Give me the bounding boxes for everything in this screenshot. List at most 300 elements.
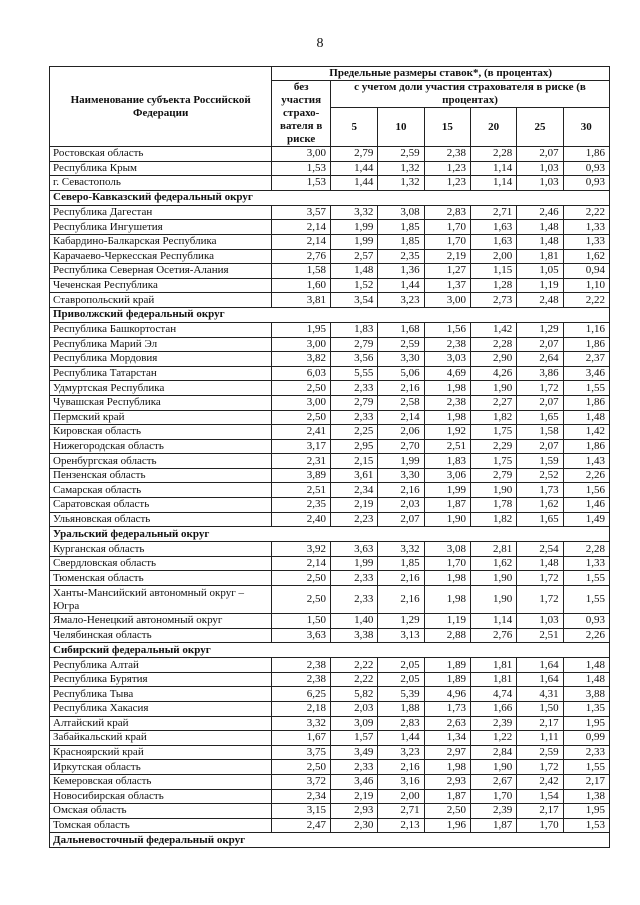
region-name: Кабардино-Балкарская Республика [50,234,272,249]
rate-with-participation: 2,05 [378,672,424,687]
rate-with-participation: 1,38 [563,789,609,804]
header-share-10: 10 [378,108,424,147]
table-row [50,147,610,162]
rate-with-participation: 2,84 [470,745,516,760]
rate-without-participation: 3,92 [272,542,331,557]
rate-with-participation: 1,99 [331,220,378,235]
header-share-30: 30 [563,108,609,147]
rate-with-participation: 2,33 [331,410,378,425]
region-name: Свердловская область [50,556,272,571]
rate-with-participation: 0,93 [563,614,609,629]
rate-with-participation: 2,34 [331,483,378,498]
rate-with-participation: 2,25 [331,425,378,440]
rate-with-participation: 1,66 [470,702,516,717]
region-name: Чувашская Республика [50,395,272,410]
rate-with-participation: 1,85 [378,556,424,571]
rate-with-participation: 1,63 [470,220,516,235]
rate-with-participation: 2,15 [331,454,378,469]
rate-with-participation: 3,86 [517,366,563,381]
rate-with-participation: 1,73 [517,483,563,498]
rate-with-participation: 1,03 [517,614,563,629]
rate-with-participation: 1,78 [470,498,516,513]
rate-without-participation: 3,63 [272,628,331,643]
rate-without-participation: 3,82 [272,352,331,367]
rate-with-participation: 1,62 [470,556,516,571]
table-row [50,161,610,176]
region-name: Ханты-Мансийский автономный округ – Югра [50,586,272,614]
rate-with-participation: 2,93 [331,804,378,819]
table-row [50,395,610,410]
rate-with-participation: 1,55 [563,571,609,586]
rate-with-participation: 1,03 [517,161,563,176]
rate-with-participation: 1,90 [470,760,516,775]
rates-table [49,66,610,848]
rate-with-participation: 1,83 [424,454,470,469]
rate-with-participation: 3,00 [424,293,470,308]
rate-with-participation: 3,54 [331,293,378,308]
region-name: Кемеровская область [50,774,272,789]
rate-with-participation: 1,75 [470,454,516,469]
region-name: Республика Тыва [50,687,272,702]
rate-with-participation: 2,28 [563,542,609,557]
header-share-15: 15 [424,108,470,147]
rate-with-participation: 1,55 [563,760,609,775]
rate-with-participation: 2,59 [517,745,563,760]
rate-with-participation: 1,59 [517,454,563,469]
table-row [50,381,610,396]
rate-with-participation: 3,30 [378,468,424,483]
table-row [50,818,610,833]
region-name: Ставропольский край [50,293,272,308]
rate-with-participation: 1,65 [517,512,563,527]
rate-with-participation: 1,49 [563,512,609,527]
rate-with-participation: 1,64 [517,658,563,673]
rate-with-participation: 0,93 [563,161,609,176]
rate-without-participation: 1,53 [272,161,331,176]
header-rate-limits: Предельные размеры ставок*, (в процентах) [272,67,610,81]
rate-with-participation: 1,70 [470,789,516,804]
rate-with-participation: 2,16 [378,381,424,396]
table-row [50,234,610,249]
region-name: Пензенская область [50,468,272,483]
rate-with-participation: 1,82 [470,512,516,527]
region-name: Ростовская область [50,147,272,162]
rate-with-participation: 3,23 [378,293,424,308]
table-row [50,571,610,586]
rate-with-participation: 1,98 [424,410,470,425]
rate-with-participation: 1,40 [331,614,378,629]
rate-with-participation: 2,29 [470,439,516,454]
rate-with-participation: 1,87 [424,498,470,513]
rate-with-participation: 2,38 [424,337,470,352]
rate-without-participation: 1,60 [272,278,331,293]
rate-with-participation: 2,03 [331,702,378,717]
rate-with-participation: 1,19 [424,614,470,629]
header-share-20: 20 [470,108,516,147]
table-row [50,556,610,571]
rate-with-participation: 2,07 [517,147,563,162]
rate-with-participation: 2,07 [517,337,563,352]
rate-with-participation: 2,70 [378,439,424,454]
region-name: Томская область [50,818,272,833]
region-name: Республика Мордовия [50,352,272,367]
table-row [50,628,610,643]
rate-with-participation: 1,70 [424,234,470,249]
rate-with-participation: 2,93 [424,774,470,789]
table-row [50,410,610,425]
rate-without-participation: 2,41 [272,425,331,440]
region-name: Новосибирская область [50,789,272,804]
rate-with-participation: 1,16 [563,322,609,337]
rate-with-participation: 1,32 [378,161,424,176]
region-name: Удмуртская Республика [50,381,272,396]
region-name: Оренбургская область [50,454,272,469]
rate-with-participation: 1,81 [470,672,516,687]
rate-without-participation: 1,58 [272,264,331,279]
rate-with-participation: 3,03 [424,352,470,367]
rate-with-participation: 1,89 [424,658,470,673]
section-row [50,833,610,848]
rate-with-participation: 2,83 [424,205,470,220]
table-row [50,789,610,804]
rate-with-participation: 1,70 [424,556,470,571]
region-name: Тюменская область [50,571,272,586]
rate-with-participation: 1,87 [424,789,470,804]
rate-with-participation: 1,85 [378,220,424,235]
table-row [50,658,610,673]
rate-with-participation: 1,48 [563,410,609,425]
rate-without-participation: 6,25 [272,687,331,702]
table-row [50,731,610,746]
rate-with-participation: 1,56 [563,483,609,498]
rate-with-participation: 2,38 [424,147,470,162]
rate-with-participation: 5,82 [331,687,378,702]
table-row [50,176,610,191]
rate-with-participation: 3,13 [378,628,424,643]
rate-with-participation: 2,79 [331,147,378,162]
table-row [50,249,610,264]
rate-with-participation: 1,05 [517,264,563,279]
region-name: Ульяновская область [50,512,272,527]
rate-with-participation: 0,99 [563,731,609,746]
rate-with-participation: 3,06 [424,468,470,483]
rate-with-participation: 1,14 [470,614,516,629]
rate-with-participation: 0,94 [563,264,609,279]
rate-with-participation: 2,71 [378,804,424,819]
rate-with-participation: 2,28 [470,337,516,352]
rate-with-participation: 1,85 [378,234,424,249]
rate-without-participation: 2,50 [272,410,331,425]
rate-with-participation: 1,86 [563,337,609,352]
rate-with-participation: 2,00 [470,249,516,264]
rate-without-participation: 2,50 [272,760,331,775]
rate-with-participation: 1,44 [378,731,424,746]
page-number: 8 [316,36,324,51]
rate-with-participation: 2,97 [424,745,470,760]
rate-with-participation: 2,33 [331,381,378,396]
rate-with-participation: 1,48 [517,220,563,235]
rate-with-participation: 2,71 [470,205,516,220]
rate-with-participation: 2,73 [470,293,516,308]
rate-with-participation: 2,19 [424,249,470,264]
region-name: Республика Марий Эл [50,337,272,352]
rate-with-participation: 1,81 [517,249,563,264]
rate-without-participation: 3,57 [272,205,331,220]
rate-with-participation: 1,48 [517,234,563,249]
rate-with-participation: 1,10 [563,278,609,293]
header-without-participation: без участия страхо-вателя в риске [272,81,331,147]
rate-with-participation: 1,98 [424,571,470,586]
rate-with-participation: 2,13 [378,818,424,833]
rate-with-participation: 3,46 [563,366,609,381]
federal-district-title: Уральский федеральный округ [50,527,610,542]
rate-with-participation: 2,52 [517,468,563,483]
table-row [50,760,610,775]
rate-with-participation: 1,14 [470,161,516,176]
rate-with-participation: 1,03 [517,176,563,191]
rate-with-participation: 1,35 [563,702,609,717]
rate-with-participation: 2,07 [378,512,424,527]
rate-without-participation: 2,31 [272,454,331,469]
rate-with-participation: 1,87 [470,818,516,833]
federal-district-title: Приволжский федеральный округ [50,307,610,322]
rate-with-participation: 1,19 [517,278,563,293]
rate-with-participation: 2,22 [563,205,609,220]
region-name: Республика Бурятия [50,672,272,687]
rate-without-participation: 3,81 [272,293,331,308]
rate-with-participation: 1,55 [563,586,609,614]
rate-with-participation: 1,42 [563,425,609,440]
rate-with-participation: 4,31 [517,687,563,702]
rate-without-participation: 2,76 [272,249,331,264]
rate-with-participation: 2,05 [378,658,424,673]
rate-without-participation: 3,15 [272,804,331,819]
header-with-participation: с учетом доли участия страхователя в риске (в процентах) [331,81,610,108]
rate-with-participation: 2,81 [470,542,516,557]
rate-without-participation: 3,00 [272,395,331,410]
region-name: Республика Дагестан [50,205,272,220]
region-name: Алтайский край [50,716,272,731]
rate-with-participation: 1,44 [331,176,378,191]
rate-with-participation: 1,43 [563,454,609,469]
table-row [50,337,610,352]
rate-with-participation: 2,51 [424,439,470,454]
table-row [50,804,610,819]
region-name: Республика Северная Осетия-Алания [50,264,272,279]
rate-without-participation: 1,95 [272,322,331,337]
table-row [50,220,610,235]
rate-with-participation: 1,15 [470,264,516,279]
rate-with-participation: 1,23 [424,176,470,191]
rate-with-participation: 1,42 [470,322,516,337]
region-name: Саратовская область [50,498,272,513]
rate-with-participation: 2,59 [378,337,424,352]
rate-with-participation: 3,09 [331,716,378,731]
rate-without-participation: 2,14 [272,234,331,249]
rate-with-participation: 2,48 [517,293,563,308]
rate-without-participation: 6,03 [272,366,331,381]
rate-with-participation: 2,54 [517,542,563,557]
rate-with-participation: 1,99 [331,234,378,249]
rate-without-participation: 3,32 [272,716,331,731]
rate-with-participation: 2,16 [378,571,424,586]
rate-with-participation: 2,63 [424,716,470,731]
rate-with-participation: 1,86 [563,395,609,410]
rate-with-participation: 1,56 [424,322,470,337]
rate-with-participation: 1,90 [470,571,516,586]
rate-with-participation: 2,50 [424,804,470,819]
rate-with-participation: 3,56 [331,352,378,367]
rate-with-participation: 2,06 [378,425,424,440]
rate-with-participation: 3,38 [331,628,378,643]
rate-without-participation: 2,38 [272,672,331,687]
rate-without-participation: 2,51 [272,483,331,498]
region-name: Чеченская Республика [50,278,272,293]
table-row [50,425,610,440]
header-share-5: 5 [331,108,378,147]
rate-with-participation: 2,95 [331,439,378,454]
rate-with-participation: 1,73 [424,702,470,717]
table-row [50,264,610,279]
region-name: Красноярский край [50,745,272,760]
rate-with-participation: 2,33 [563,745,609,760]
table-row [50,687,610,702]
rate-with-participation: 2,59 [378,147,424,162]
rate-with-participation: 1,44 [378,278,424,293]
rate-with-participation: 3,08 [424,542,470,557]
table-row [50,205,610,220]
rate-with-participation: 2,16 [378,760,424,775]
rate-with-participation: 2,76 [470,628,516,643]
rate-without-participation: 2,50 [272,571,331,586]
rate-without-participation: 2,34 [272,789,331,804]
rate-with-participation: 1,70 [424,220,470,235]
rate-with-participation: 1,58 [517,425,563,440]
rate-with-participation: 2,22 [331,658,378,673]
rate-with-participation: 1,99 [378,454,424,469]
header-region-name: Наименование субъекта Российской Федерации [50,67,272,147]
rate-with-participation: 1,52 [331,278,378,293]
rate-with-participation: 2,00 [378,789,424,804]
rate-with-participation: 1,53 [563,818,609,833]
rate-with-participation: 1,72 [517,760,563,775]
table-row [50,614,610,629]
table-row [50,745,610,760]
rate-with-participation: 1,70 [517,818,563,833]
rate-with-participation: 3,88 [563,687,609,702]
rate-with-participation: 3,32 [378,542,424,557]
table-row [50,468,610,483]
rate-with-participation: 0,93 [563,176,609,191]
rate-without-participation: 3,75 [272,745,331,760]
region-name: Нижегородская область [50,439,272,454]
rate-with-participation: 1,27 [424,264,470,279]
rate-with-participation: 1,64 [517,672,563,687]
table-row [50,512,610,527]
rate-with-participation: 1,33 [563,234,609,249]
rate-with-participation: 5,06 [378,366,424,381]
region-name: Кировская область [50,425,272,440]
table-row [50,774,610,789]
rate-with-participation: 1,81 [470,658,516,673]
region-name: Республика Алтай [50,658,272,673]
rate-with-participation: 2,83 [378,716,424,731]
rate-with-participation: 2,33 [331,760,378,775]
rate-without-participation: 2,40 [272,512,331,527]
rate-without-participation: 2,18 [272,702,331,717]
rate-with-participation: 2,90 [470,352,516,367]
section-row [50,643,610,658]
rate-with-participation: 2,19 [331,789,378,804]
rate-with-participation: 2,79 [331,337,378,352]
rate-with-participation: 2,17 [517,804,563,819]
rate-with-participation: 1,98 [424,381,470,396]
rate-with-participation: 1,99 [331,556,378,571]
rate-with-participation: 1,65 [517,410,563,425]
rate-with-participation: 2,39 [470,716,516,731]
table-row [50,454,610,469]
rate-with-participation: 1,54 [517,789,563,804]
region-name: Челябинская область [50,628,272,643]
rate-with-participation: 2,28 [470,147,516,162]
rate-with-participation: 1,11 [517,731,563,746]
region-name: Ямало-Ненецкий автономный округ [50,614,272,629]
rate-without-participation: 2,47 [272,818,331,833]
rate-with-participation: 3,08 [378,205,424,220]
rate-with-participation: 1,90 [470,381,516,396]
rate-with-participation: 1,29 [517,322,563,337]
rate-with-participation: 1,29 [378,614,424,629]
rate-with-participation: 2,57 [331,249,378,264]
table-row [50,352,610,367]
table-row [50,672,610,687]
rate-with-participation: 4,74 [470,687,516,702]
region-name: г. Севастополь [50,176,272,191]
rate-with-participation: 1,82 [470,410,516,425]
rate-with-participation: 1,36 [378,264,424,279]
rate-with-participation: 1,34 [424,731,470,746]
rate-with-participation: 1,72 [517,381,563,396]
rate-with-participation: 1,88 [378,702,424,717]
rate-with-participation: 2,37 [563,352,609,367]
rate-with-participation: 1,96 [424,818,470,833]
region-name: Республика Крым [50,161,272,176]
region-name: Омская область [50,804,272,819]
federal-district-title: Сибирский федеральный округ [50,643,610,658]
rate-with-participation: 1,62 [563,249,609,264]
rate-with-participation: 2,27 [470,395,516,410]
rate-with-participation: 2,26 [563,628,609,643]
region-name: Республика Ингушетия [50,220,272,235]
rate-with-participation: 1,72 [517,571,563,586]
rate-with-participation: 1,68 [378,322,424,337]
rate-with-participation: 1,55 [563,381,609,396]
rate-without-participation: 2,14 [272,556,331,571]
table-row [50,322,610,337]
rate-with-participation: 1,86 [563,147,609,162]
rate-with-participation: 5,55 [331,366,378,381]
region-name: Иркутская область [50,760,272,775]
region-name: Курганская область [50,542,272,557]
rate-with-participation: 2,17 [517,716,563,731]
region-name: Пермский край [50,410,272,425]
rate-with-participation: 1,50 [517,702,563,717]
table-row [50,498,610,513]
region-name: Республика Татарстан [50,366,272,381]
rate-with-participation: 1,14 [470,176,516,191]
rate-with-participation: 1,48 [517,556,563,571]
table-row [50,439,610,454]
